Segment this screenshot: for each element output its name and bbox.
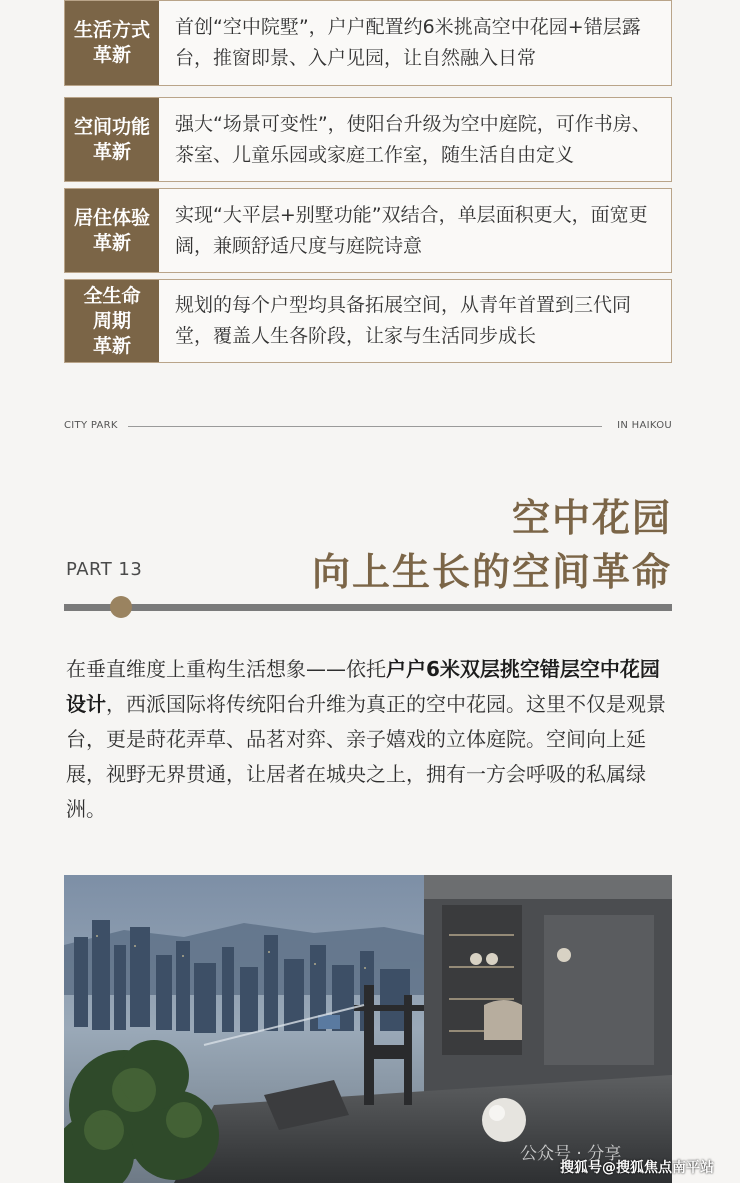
watermark-overlay: 公众号 · 分享 (520, 1144, 622, 1164)
sky-garden-illustration (64, 875, 672, 1183)
part-number: PART 13 (66, 559, 143, 580)
divider-line (128, 426, 602, 427)
table-row (64, 279, 672, 363)
section-bar (64, 604, 672, 611)
table-row (64, 97, 672, 182)
body-paragraph (66, 652, 676, 827)
table-row (64, 188, 672, 273)
divider-left-text: CITY PARK (64, 420, 118, 431)
table-row (64, 0, 672, 86)
section-title-line2: 向上生长的空间革命 (311, 550, 672, 594)
section-title-line1: 空中花园 (511, 496, 672, 540)
row-desc: 首创“空中院墅”，户户配置约6米挑高空中花园+错层露台，推窗即景、入户见园，让自然融入日常 (175, 16, 641, 69)
row-desc: 实现“大平层+别墅功能”双结合，单层面积更大，面宽更阔，兼顾舒适尺度与庭院诗意 (175, 203, 648, 257)
row-label: 生活方式 革新 (65, 1, 159, 85)
row-desc: 规划的每个户型均具备拓展空间，从青年首置到三代同堂，覆盖人生各阶段，让家与生活同步成长 (175, 294, 632, 347)
body-text-2: ，西派国际将传统阳台升维为真正的空中花园。这里不仅是观景台，更是莳花弄草、品茗对弈、亲子嬉戏的立体庭院。空间向上延展，视野无界贯通，让居者在城央之上，拥有一方会呼吸的私属绿洲。 (66, 692, 666, 821)
row-label: 全生命 周期 革新 (65, 280, 159, 362)
body-text-1: 在垂直维度上重构生活想象——依托 (66, 657, 386, 681)
sky-garden-photo (64, 875, 672, 1183)
body-bold: 户户6米双层挑空错层空中花园设计 (66, 657, 660, 716)
row-desc: 强大“场景可变性”，使阳台升级为空中庭院，可作书房、茶室、儿童乐园或家庭工作室，随生活自由定义 (175, 112, 651, 166)
divider-right-text: IN HAIKOU (617, 420, 672, 431)
watermark-site: 搜狐号@搜狐焦点南平站 (560, 1160, 714, 1176)
section-bar-dot (110, 596, 132, 618)
row-label: 空间功能 革新 (65, 98, 159, 181)
row-label: 居住体验 革新 (65, 189, 159, 272)
